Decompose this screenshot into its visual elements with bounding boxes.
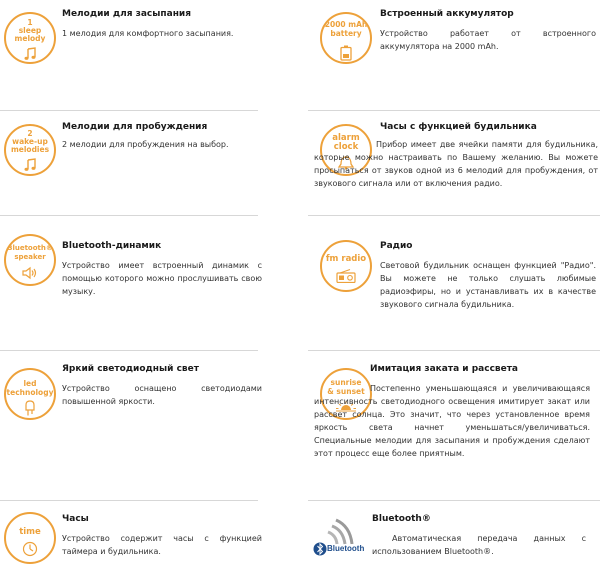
feature-title: Радио [380, 241, 413, 251]
sunrise-sunset-icon: sunrise & sunset [320, 368, 372, 420]
feature-title: Мелодии для пробуждения [62, 122, 208, 132]
feature-description: Устройство работает от встроенного аккумулятора на 2000 mAh. [380, 29, 596, 51]
feature-description: Световой будильник оснащен функцией "Радио". Вы можете не только слушать любимые радиоэфиры, но и устанавливать их в качестве звукового сигнала будильника. [380, 261, 596, 309]
music-note-icon [23, 158, 37, 172]
alarm-clock-icon: alarm clock [320, 124, 372, 176]
radio-icon [336, 269, 356, 283]
sleep-melody-icon: 1 sleep melody [4, 12, 56, 64]
feature-title: Часы с функцией будильника [380, 122, 537, 132]
feature-title: Мелодии для засыпания [62, 9, 191, 19]
feature-title: Встроенный аккумулятор [380, 9, 514, 19]
bluetooth-speaker-icon: Bluetooth® speaker [4, 234, 56, 286]
wake-up-melody-icon: 2 wake-up melodies [4, 124, 56, 176]
bluetooth-logo-icon: Bluetooth [306, 512, 372, 564]
feature-description: Прибор имеет две ячейки памяти для будильника, которые можно настраивать по Вашему желанию. Вы можете просыпаться от звуков одной из 6 мелодий для пробуждения, от звукового сигнала или от включения радио. [314, 140, 598, 188]
feature-title: Часы [62, 514, 89, 524]
feature-title: Имитация заката и рассвета [370, 364, 518, 374]
row-divider [0, 215, 258, 216]
row-divider [308, 110, 600, 111]
clock-icon [22, 541, 38, 557]
feature-description: Постепенно уменьшающаяся и увеличивающаяся интенсивность светодиодного освещения имитирует закат или рассвет солнца. Это значит, что через установленное время яркость света начнет уменьшаться/увеличиваться. Специальные мелодии для засыпания и пробуждения сделают этот процесс еще более приятным. [314, 384, 590, 458]
battery-icon: 2000 mAh battery [320, 12, 372, 64]
feature-description: Автоматическая передача данных с использованием Bluetooth®. [372, 534, 586, 556]
feature-description: Устройство оснащено светодиодами повышенной яркости. [62, 384, 262, 406]
row-divider [308, 350, 600, 351]
row-divider [308, 215, 600, 216]
row-divider [0, 500, 258, 501]
fm-radio-icon: fm radio [320, 240, 372, 292]
feature-description: 2 мелодии для пробуждения на выбор. [62, 140, 229, 149]
signal-waves-icon [306, 512, 372, 564]
led-technology-icon: led technology [4, 368, 56, 420]
time-clock-icon: time [4, 512, 56, 564]
feature-title: Bluetooth® [372, 514, 431, 524]
speaker-icon [21, 266, 39, 280]
row-divider [308, 500, 600, 501]
feature-description: 1 мелодия для комфортного засыпания. [62, 29, 234, 38]
led-bulb-icon [24, 400, 36, 416]
music-note-icon [23, 47, 37, 61]
row-divider [0, 350, 258, 351]
row-divider [0, 110, 258, 111]
feature-title: Bluetooth-динамик [62, 241, 162, 251]
feature-title: Яркий светодиодный свет [62, 364, 199, 374]
feature-description: Устройство имеет встроенный динамик с помощью которого можно прослушивать свою музыку. [62, 261, 262, 296]
feature-description: Устройство содержит часы с функцией таймера и будильника. [62, 534, 262, 556]
